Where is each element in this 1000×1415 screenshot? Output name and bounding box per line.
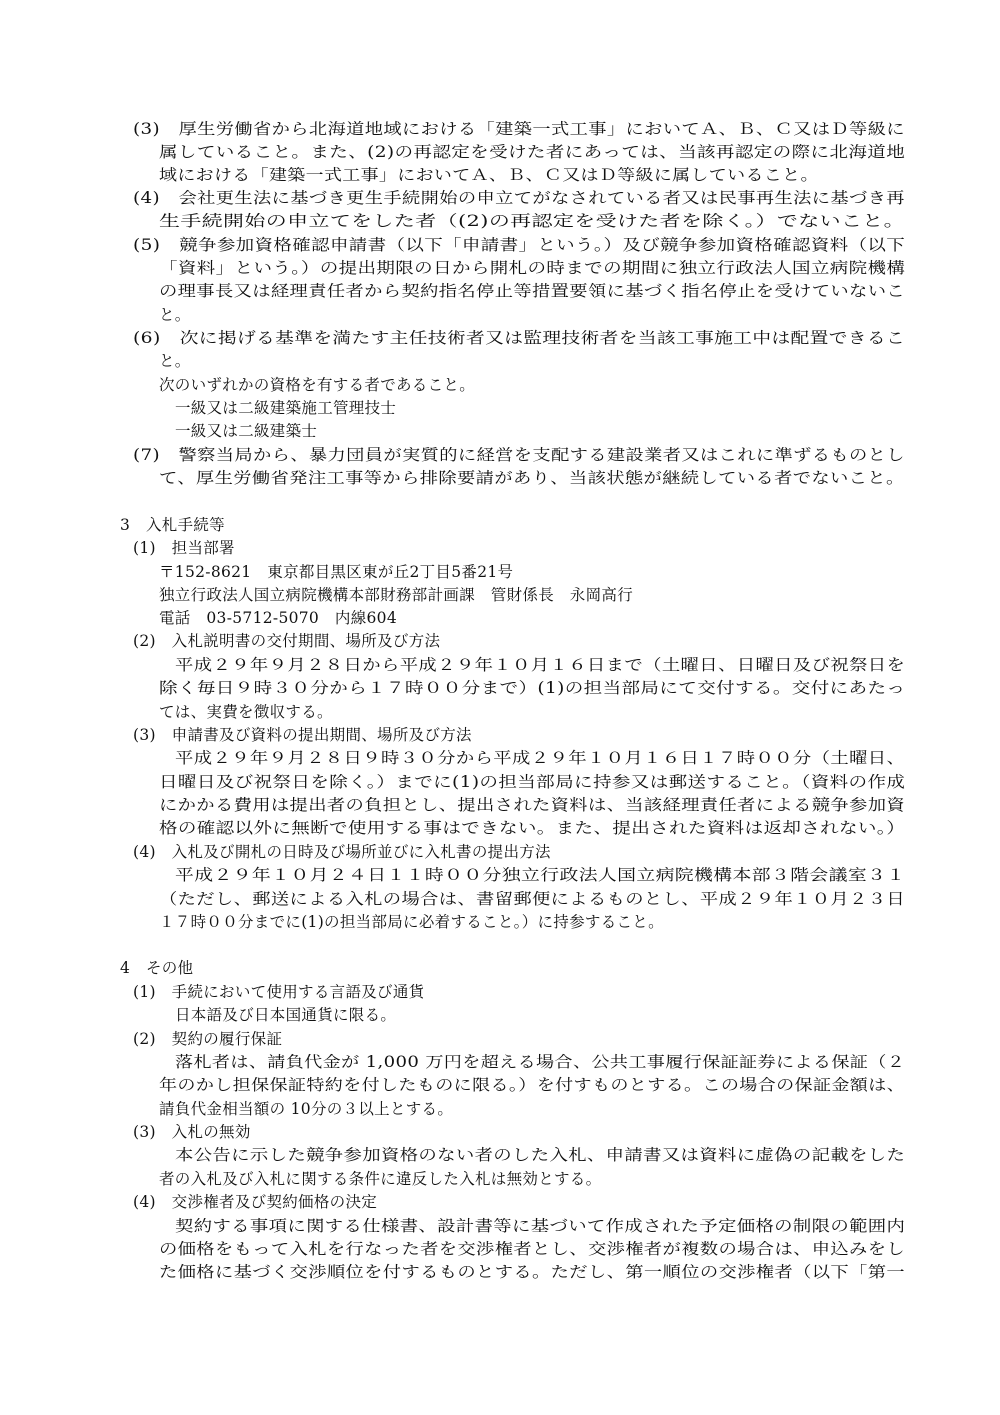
- text-line: (5) 競争参加資格確認申請書（以下「申請書」という。）及び競争参加資格確認資料（以下: [133, 236, 906, 254]
- text-line: (4) 会社更生法に基づき更生手続開始の申立てがなされている者又は民事再生法に基づき再: [133, 189, 905, 207]
- text-line: 契約する事項に関する仕様書、設計書等に基づいて作成された予定価格の制限の範囲内: [175, 1217, 906, 1235]
- text-line: 者の入札及び入札に関する条件に違反した入札は無効とする。: [159, 1170, 602, 1188]
- text-line: と。: [159, 306, 191, 324]
- text-line: 落札者は、請負代金が 1,000 万円を超える場合、公共工事履行保証証券による保証（２: [175, 1053, 906, 1071]
- text-line: 域における「建築一式工事」においてＡ、Ｂ、Ｃ又はＤ等級に属していること。: [159, 166, 819, 184]
- text-line: (2) 入札説明書の交付期間、場所及び方法: [133, 632, 441, 650]
- text-line: (3) 申請書及び資料の提出期間、場所及び方法: [133, 726, 472, 744]
- text-line: ては、実費を徴収する。: [159, 703, 333, 721]
- text-line: 日曜日及び祝祭日を除く。）までに(1)の担当部局に持参又は郵送すること。（資料の作成: [159, 773, 906, 791]
- text-line: 独立行政法人国立病院機構本部財務部計画課 管財係長 永岡高行: [159, 586, 634, 604]
- text-line: (2) 契約の履行保証: [133, 1030, 283, 1048]
- text-line: にかかる費用は提出者の負担とし、提出された資料は、当該経理責任者による競争参加資: [159, 796, 906, 814]
- text-line: (6) 次に掲げる基準を満たす主任技術者又は監理技術者を当該工事施工中は配置できるこ: [133, 329, 906, 347]
- text-line: て、厚生労働省発注工事等から排除要請があり、当該状態が継続している者でないこと。: [159, 469, 905, 487]
- text-line: (1) 手続において使用する言語及び通貨: [133, 983, 425, 1001]
- text-line: (4) 交渉権者及び契約価格の決定: [133, 1193, 378, 1211]
- text-line: 平成２９年９月２８日から平成２９年１０月１６日まで（土曜日、日曜日及び祝祭日を: [175, 656, 906, 674]
- text-line: の価格をもって入札を行なった者を交渉権者とし、交渉権者が複数の場合は、申込みをし: [159, 1240, 906, 1258]
- text-line: 格の確認以外に無断で使用する事はできない。また、提出された資料は返却されない。）: [159, 819, 906, 837]
- text-line: (4) 入札及び開札の日時及び場所並びに入札書の提出方法: [133, 843, 551, 861]
- text-line: 平成２９年９月２８日９時３０分から平成２９年１０月１６日１７時００分（土曜日、: [175, 749, 906, 767]
- text-line: (1) 担当部署: [133, 539, 235, 557]
- text-line: 3 入札手続等: [120, 516, 225, 534]
- text-line: （ただし、郵送による入札の場合は、書留郵便によるものとし、平成２９年１０月２３日: [159, 890, 906, 908]
- text-line: 除く毎日９時３０分から１７時００分まで）(1)の担当部局にて交付する。交付にあたっ: [159, 679, 906, 697]
- text-line: の理事長又は経理責任者から契約指名停止等措置要領に基づく指名停止を受けていないこ: [159, 282, 906, 300]
- text-line: 4 その他: [120, 959, 194, 977]
- text-line: (3) 厚生労働省から北海道地域における「建築一式工事」においてＡ、Ｂ、Ｃ又はＤ等級に: [133, 120, 905, 138]
- text-line: 年のかし担保保証特約を付したものに限る。）を付すものとする。この場合の保証金額は、: [159, 1076, 906, 1094]
- text-line: 一級又は二級建築施工管理技士: [175, 399, 397, 417]
- text-line: (3) 入札の無効: [133, 1123, 251, 1141]
- text-line: 平成２９年１０月２４日１１時００分独立行政法人国立病院機構本部３階会議室３１: [175, 866, 906, 884]
- text-line: 請負代金相当額の 10分の３以上とする。: [159, 1100, 454, 1118]
- text-line: た価格に基づく交渉順位を付するものとする。ただし、第一順位の交渉権者（以下「第一: [159, 1263, 906, 1281]
- text-line: 生手続開始の申立てをした者（(2)の再認定を受けた者を除く。）でないこと。: [159, 212, 905, 230]
- text-line: 一級又は二級建築士: [175, 422, 318, 440]
- text-line: 次のいずれかの資格を有する者であること。: [159, 376, 476, 394]
- text-line: 〒152-8621 東京都目黒区東が丘2丁目5番21号: [159, 563, 514, 581]
- text-line: 電話 03-5712-5070 内線604: [159, 609, 397, 627]
- text-line: 属していること。また、(2)の再認定を受けた者にあっては、当該再認定の際に北海道地: [159, 143, 906, 161]
- text-line: 「資料」という。）の提出期限の日から開札の時までの期間に独立行政法人国立病院機構: [159, 259, 906, 277]
- text-line: １７時００分までに(1)の担当部局に必着すること。）に持参すること。: [159, 913, 664, 931]
- text-line: 本公告に示した競争参加資格のない者のした入札、申請書又は資料に虚偽の記載をした: [175, 1146, 906, 1164]
- text-line: (7) 警察当局から、暴力団員が実質的に経営を支配する建設業者又はこれに準ずるものとし: [133, 446, 905, 464]
- text-line: と。: [159, 352, 191, 370]
- text-line: 日本語及び日本国通貨に限る。: [175, 1006, 397, 1024]
